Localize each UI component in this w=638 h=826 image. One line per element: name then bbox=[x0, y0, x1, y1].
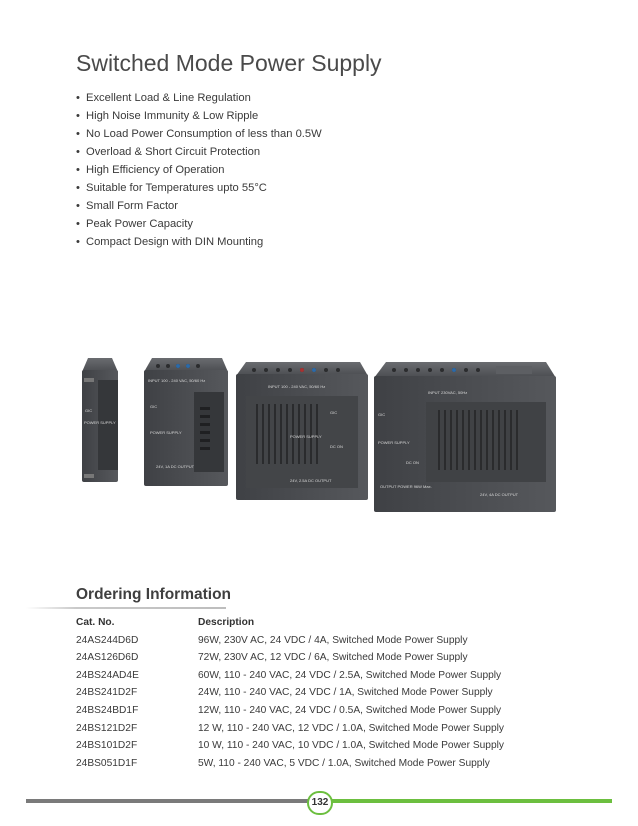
ordering-title: Ordering Information bbox=[76, 586, 231, 603]
description: 5W, 110 - 240 VAC, 5 VDC / 1.0A, Switched Mode Power Supply bbox=[198, 757, 490, 769]
ordering-table bbox=[76, 614, 504, 772]
unit4-output-label: 24V, 4A DC OUTPUT bbox=[480, 492, 519, 497]
unit3-name: POWER SUPPLY bbox=[290, 434, 322, 439]
table-row bbox=[76, 755, 504, 773]
feature-item: • Suitable for Temperatures upto 55°C bbox=[76, 182, 267, 194]
cat-no: 24BS241D2F bbox=[76, 687, 138, 699]
feature-text: Compact Design with DIN Mounting bbox=[86, 236, 264, 248]
table-row bbox=[76, 632, 504, 650]
description: 60W, 110 - 240 VAC, 24 VDC / 2.5A, Switched Mode Power Supply bbox=[198, 669, 502, 681]
description: 12 W, 110 - 240 VAC, 12 VDC / 1.0A, Switched Mode Power Supply bbox=[198, 722, 504, 734]
description: 96W, 230V AC, 24 VDC / 4A, Switched Mode Power Supply bbox=[198, 634, 468, 646]
table-row bbox=[76, 720, 504, 738]
table-header bbox=[76, 614, 504, 632]
power-supply-unit-1 bbox=[82, 358, 118, 482]
feature-list bbox=[76, 89, 322, 251]
unit1-label: POWER SUPPLY bbox=[84, 420, 116, 425]
feature-text: Overload & Short Circuit Protection bbox=[86, 146, 261, 158]
feature-item: • Overload & Short Circuit Protection bbox=[76, 146, 261, 158]
table-row bbox=[76, 702, 504, 720]
feature-text: High Noise Immunity & Low Ripple bbox=[86, 110, 259, 122]
cat-no: 24BS051D1F bbox=[76, 757, 138, 769]
unit3-output-label: 24V, 2.5A DC OUTPUT bbox=[290, 478, 332, 483]
unit2-output-label: 24V, 1A DC OUTPUT bbox=[156, 464, 195, 469]
description: 72W, 230V AC, 12 VDC / 6A, Switched Mode Power Supply bbox=[198, 652, 468, 664]
unit1-brand: GIC bbox=[85, 408, 93, 413]
unit3-input-label: INPUT 100 - 240 VAC, 50/60 Hz bbox=[268, 384, 326, 389]
unit4-brand: GIC bbox=[378, 412, 386, 417]
unit4-dc-label: DC ON bbox=[406, 460, 419, 465]
feature-item: • Peak Power Capacity bbox=[76, 218, 193, 230]
feature-item: • No Load Power Consumption of less than 0.5W bbox=[76, 128, 322, 140]
cat-no: 24BS24AD4E bbox=[76, 669, 139, 681]
unit3-brand: GIC bbox=[330, 410, 338, 415]
unit2-name: POWER SUPPLY bbox=[150, 430, 182, 435]
feature-text: High Efficiency of Operation bbox=[86, 164, 225, 176]
header-cat-no: Cat. No. bbox=[76, 617, 115, 628]
cat-no: 24BS101D2F bbox=[76, 740, 138, 752]
table-row bbox=[76, 684, 504, 702]
table-row bbox=[76, 667, 504, 685]
footer-bar-right bbox=[330, 799, 612, 803]
feature-item: • High Efficiency of Operation bbox=[76, 164, 225, 176]
feature-item: • High Noise Immunity & Low Ripple bbox=[76, 110, 259, 122]
feature-text: Suitable for Temperatures upto 55°C bbox=[86, 182, 267, 194]
page-title: Switched Mode Power Supply bbox=[76, 50, 382, 76]
cat-no: 24BS121D2F bbox=[76, 722, 138, 734]
feature-item: • Excellent Load & Line Regulation bbox=[76, 92, 251, 104]
feature-text: Peak Power Capacity bbox=[86, 218, 193, 230]
description: 24W, 110 - 240 VAC, 24 VDC / 1A, Switched Mode Power Supply bbox=[198, 687, 493, 699]
unit4-name: POWER SUPPLY bbox=[378, 440, 410, 445]
cat-no: 24AS126D6D bbox=[76, 652, 139, 664]
table-row bbox=[76, 737, 504, 755]
table-row bbox=[76, 649, 504, 667]
feature-item: • Compact Design with DIN Mounting bbox=[76, 236, 264, 248]
feature-text: Small Form Factor bbox=[86, 200, 178, 212]
feature-item: • Small Form Factor bbox=[76, 200, 178, 212]
product-photo bbox=[76, 352, 566, 522]
unit4-output-power-label: OUTPUT POWER 96W Max. bbox=[380, 484, 432, 489]
description: 10 W, 110 - 240 VAC, 10 VDC / 1.0A, Switched Mode Power Supply bbox=[198, 740, 504, 752]
unit2-brand: GIC bbox=[150, 404, 158, 409]
power-supply-unit-2 bbox=[144, 358, 228, 486]
unit3-dc-label: DC ON bbox=[330, 444, 343, 449]
feature-text: Excellent Load & Line Regulation bbox=[86, 92, 251, 104]
unit4-input-label: INPUT 230VAC, 50Hz bbox=[428, 390, 468, 395]
cat-no: 24BS24BD1F bbox=[76, 704, 139, 716]
footer-bar-left bbox=[26, 799, 310, 803]
description: 12W, 110 - 240 VAC, 24 VDC / 0.5A, Switched Mode Power Supply bbox=[198, 704, 502, 716]
feature-text: No Load Power Consumption of less than 0.5W bbox=[86, 128, 322, 140]
header-description: Description bbox=[198, 617, 255, 628]
unit2-input-label: INPUT 100 - 240 VAC, 50/60 Hz bbox=[148, 378, 206, 383]
page-number: 132 bbox=[307, 791, 333, 815]
power-supply-unit-4 bbox=[374, 362, 556, 512]
cat-no: 24AS244D6D bbox=[76, 634, 139, 646]
power-supply-unit-3 bbox=[236, 362, 368, 500]
section-divider bbox=[26, 607, 226, 609]
